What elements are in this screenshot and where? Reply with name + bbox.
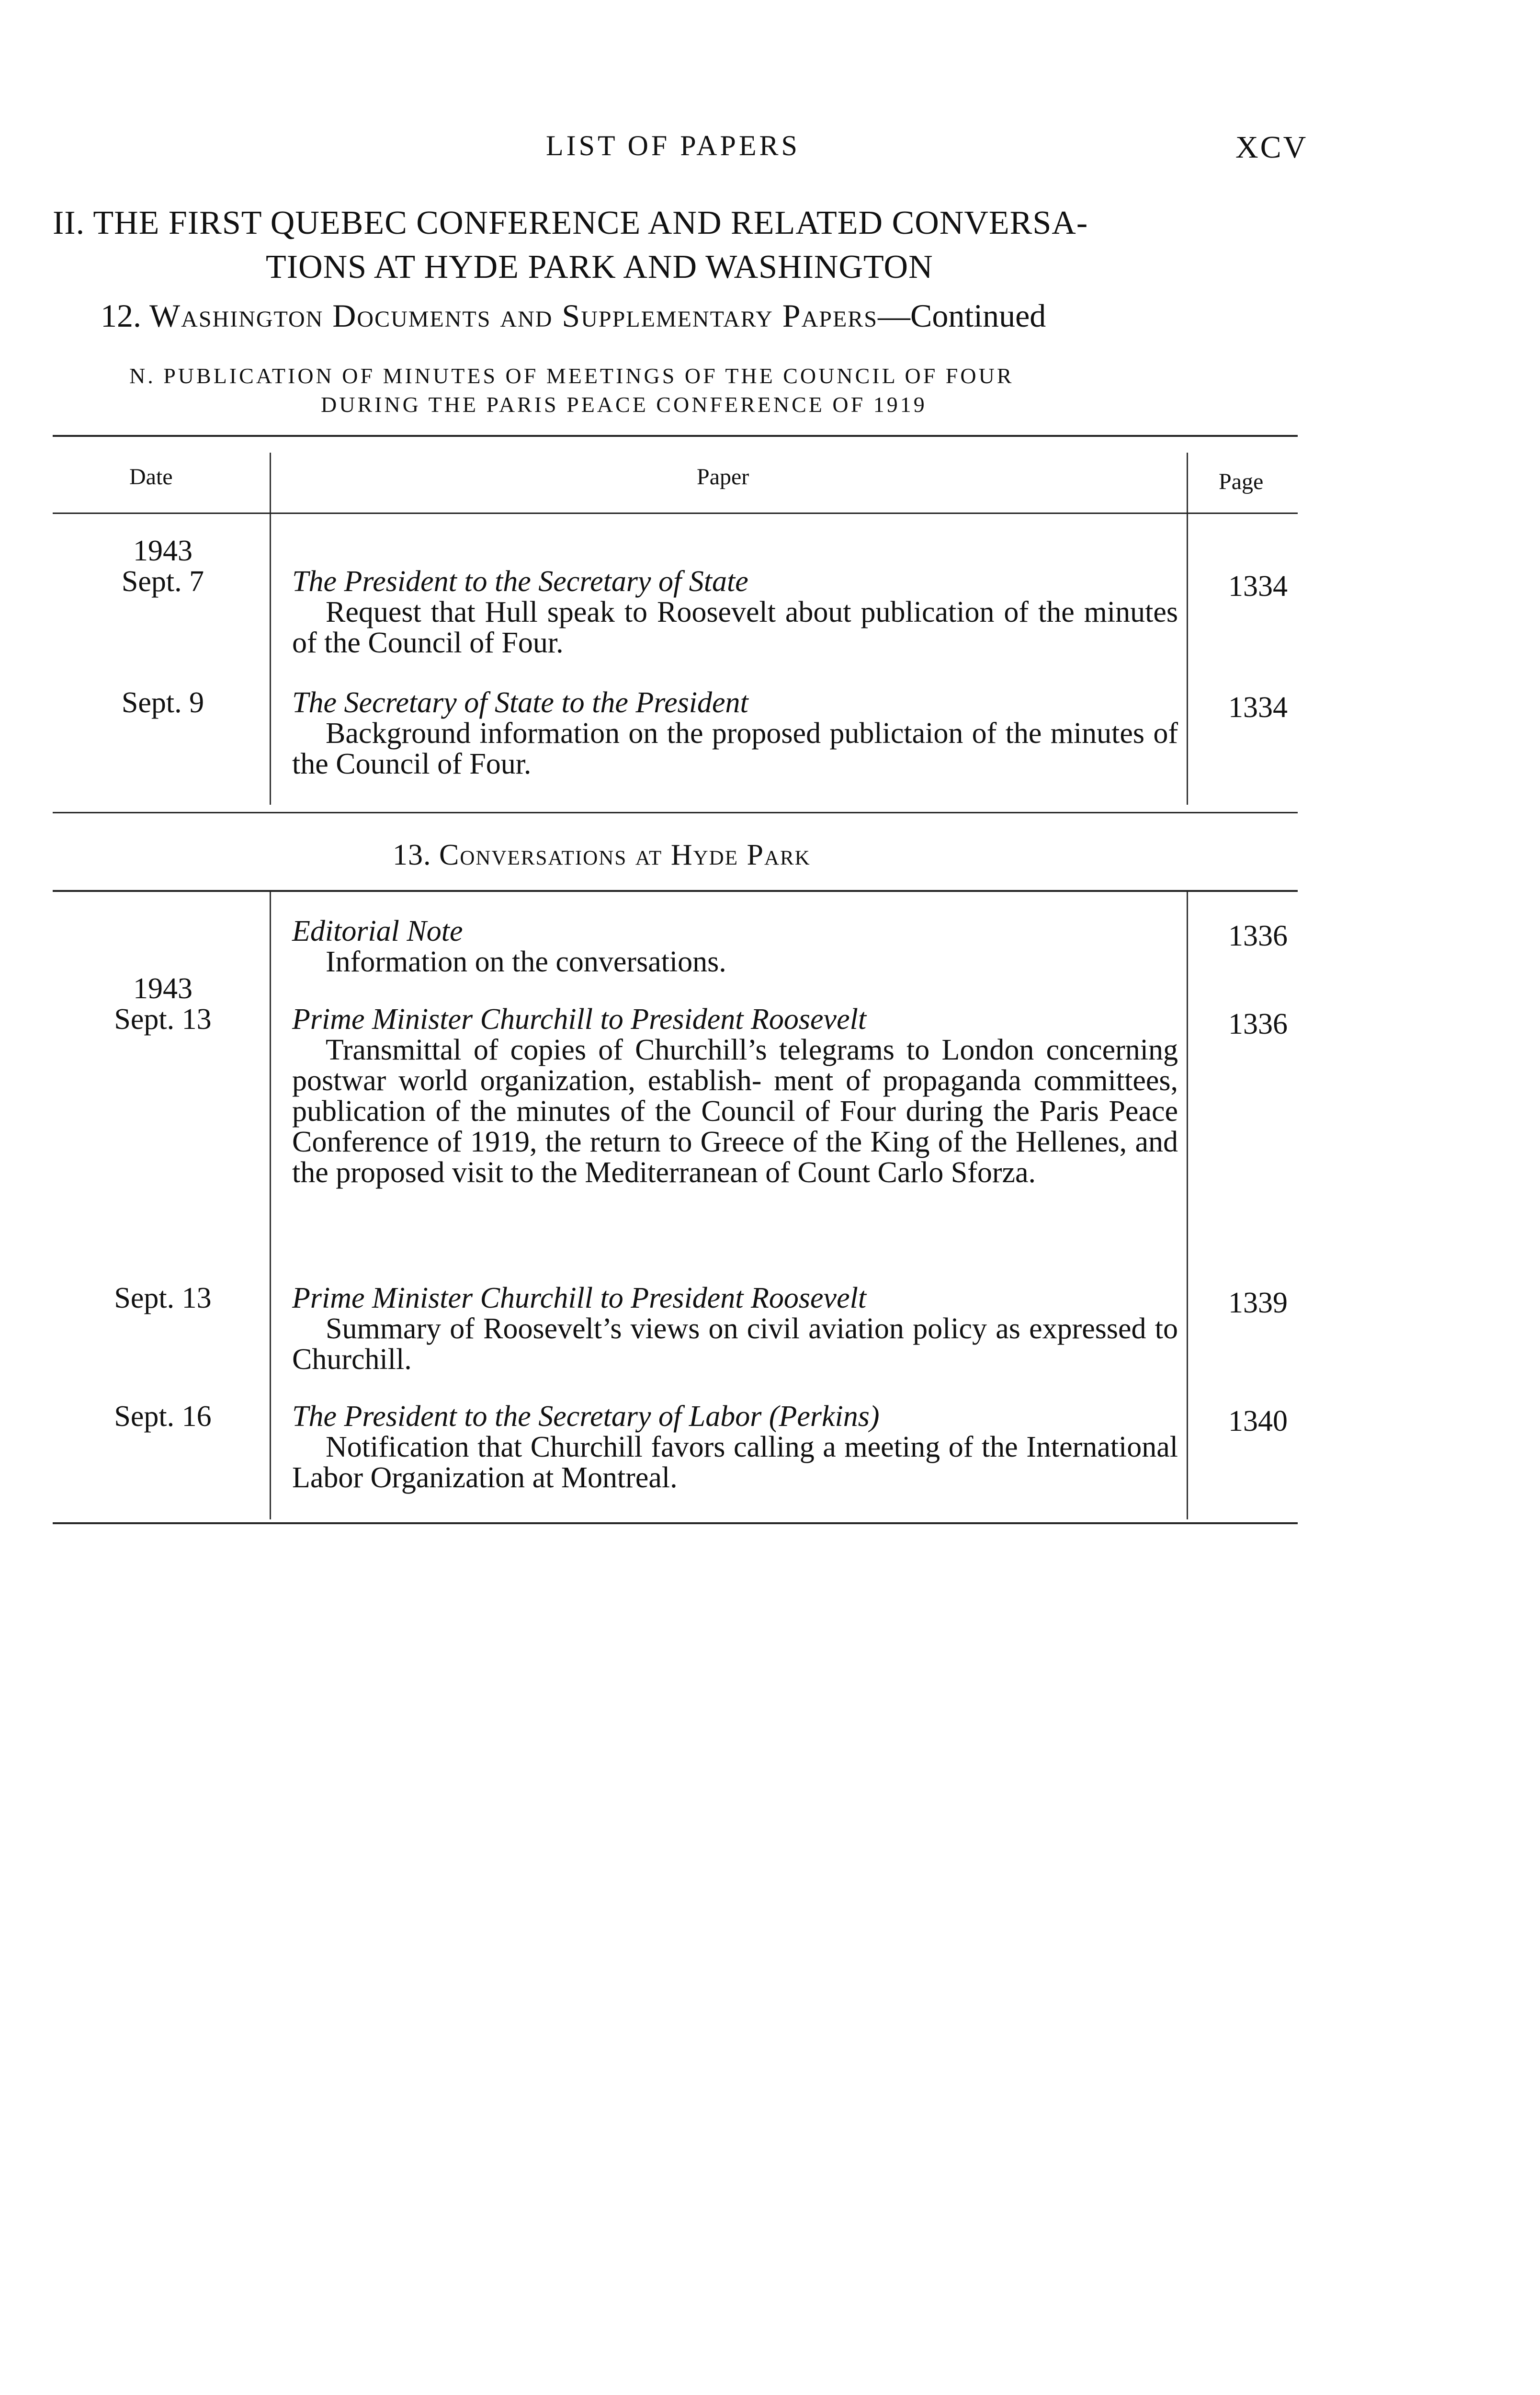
section-12-title: Washington Documents and Supplementary Papers [149, 297, 878, 334]
entry-description: Summary of Roosevelt’s views on civil aviation policy as expressed to Churchill. [292, 1312, 1178, 1376]
table1-top-rule [53, 435, 1298, 437]
section-12-number: 12. [101, 297, 141, 334]
row-page: 1334 [1228, 691, 1288, 724]
section-13-title: Conversations at Hyde Park [439, 839, 811, 871]
row-entry [292, 1401, 1178, 1493]
entry-title: The President to the Secretary of State [292, 565, 748, 598]
row-entry [292, 687, 1178, 779]
table1-bottom-rule [53, 812, 1298, 813]
section-13-number: 13. [393, 839, 431, 871]
header-date: Date [129, 464, 173, 490]
row-entry [292, 1004, 1178, 1188]
running-head [0, 129, 1540, 168]
entry-description: Information on the conversations. [326, 946, 726, 978]
row-entry [292, 916, 1178, 977]
row-page: 1339 [1228, 1287, 1288, 1319]
header-page: Page [1219, 469, 1264, 494]
row-page: 1336 [1228, 1008, 1288, 1040]
table1-divider-page [1187, 453, 1188, 805]
table2-top-rule [53, 890, 1298, 892]
entry-title: Prime Minister Churchill to President Roosevelt [292, 1282, 867, 1314]
table2-divider-date [270, 892, 271, 1519]
row-date: Sept. 9 [121, 686, 204, 719]
section-12-suffix: —Continued [877, 297, 1046, 334]
entry-description: Notification that Churchill favors calling a meeting of the International Labor Organization at Montreal. [292, 1431, 1178, 1494]
row-entry [292, 566, 1178, 658]
part-title [53, 201, 1088, 289]
table2-bottom-rule [53, 1522, 1298, 1524]
row-year: 1943 [133, 972, 192, 1005]
entry-title: The Secretary of State to the President [292, 686, 748, 719]
entry-title: Prime Minister Churchill to President Roosevelt [292, 1003, 867, 1036]
table1-divider-date [270, 453, 271, 805]
header-paper: Paper [697, 464, 749, 490]
table1-header-rule [53, 513, 1298, 514]
row-date: Sept. 16 [114, 1400, 212, 1433]
row-year: 1943 [133, 535, 192, 567]
subsection-n-line1: N. PUBLICATION OF MINUTES OF MEETINGS OF THE COUNCIL OF FOUR [129, 364, 1014, 388]
part-title-line1: II. THE FIRST QUEBEC CONFERENCE AND RELATED CONVERSA- [53, 205, 1088, 241]
row-date: Sept. 13 [114, 1003, 212, 1036]
entry-description: Background information on the proposed publictaion of the minutes of the Council of Four. [292, 717, 1178, 780]
row-date: Sept. 13 [114, 1282, 212, 1314]
row-date: Sept. 7 [121, 565, 204, 598]
page-number-roman: XCV [1235, 130, 1308, 165]
running-title: LIST OF PAPERS [546, 130, 800, 161]
section-12-heading [101, 297, 1046, 335]
row-page: 1336 [1228, 920, 1288, 952]
row-page: 1340 [1228, 1405, 1288, 1437]
subsection-n-line2: DURING THE PARIS PEACE CONFERENCE OF 1919 [321, 392, 927, 417]
table2-divider-page [1187, 892, 1188, 1519]
subsection-n-heading [129, 362, 1014, 419]
row-page: 1334 [1228, 570, 1288, 603]
section-13-heading [393, 838, 811, 872]
row-entry [292, 1283, 1178, 1375]
entry-title: Editorial Note [292, 915, 463, 947]
part-title-line2: TIONS AT HYDE PARK AND WASHINGTON [266, 249, 933, 285]
entry-description: Transmittal of copies of Churchill’s telegrams to London concerning postwar world organization, establish- ment of propaganda committees, publication of the minutes of the Council of Four during the Paris Peace Conference of 1919, the return to Greece of the King of the Hellenes, and the proposed visit to the Mediterranean of Count Carlo Sforza. [292, 1034, 1178, 1189]
entry-description: Request that Hull speak to Roosevelt about publication of the minutes of the Council of Four. [292, 596, 1178, 659]
entry-title: The President to the Secretary of Labor (Perkins) [292, 1400, 880, 1433]
